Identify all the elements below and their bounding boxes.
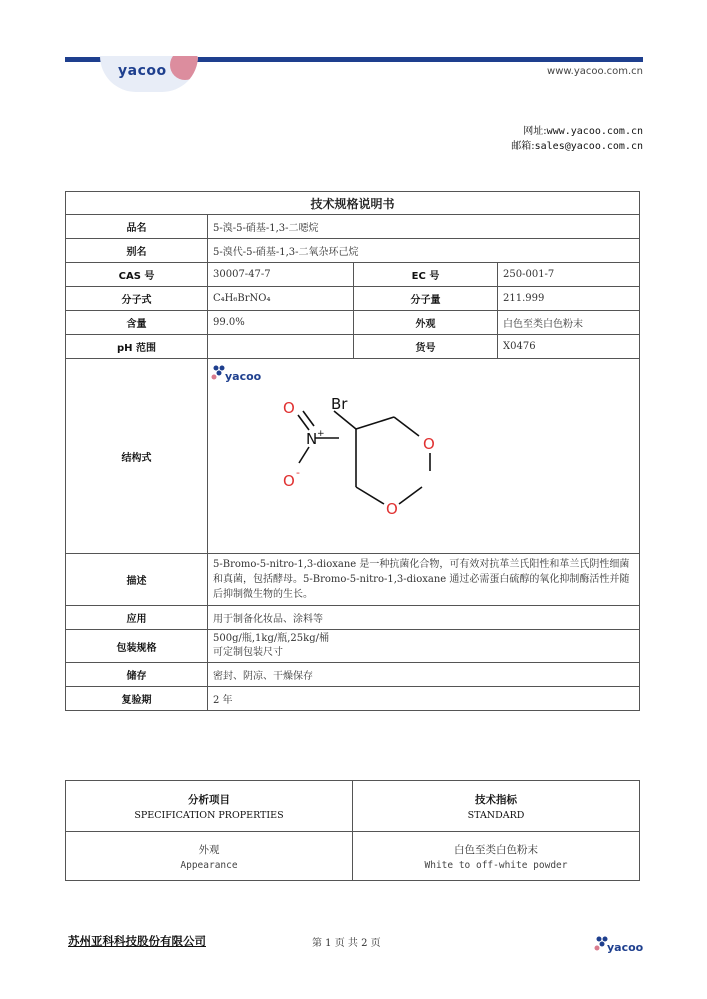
- spec-table: [65, 191, 640, 711]
- atom-n: N: [306, 430, 318, 448]
- storage-value: 密封、阴凉、干燥保存: [208, 663, 640, 687]
- table-row: [66, 630, 640, 663]
- header-site-url[interactable]: www.yacoo.com.cn: [547, 66, 643, 77]
- retest-label: 复验期: [66, 687, 208, 711]
- alias-value: 5-溴代-5-硝基-1,3-二氧杂环己烷: [208, 239, 640, 263]
- use-label: 应用: [66, 606, 208, 630]
- table-row: [66, 359, 640, 554]
- table-row: [66, 239, 640, 263]
- retest-value: 2 年: [208, 687, 640, 711]
- content-value: 99.0%: [208, 311, 354, 335]
- item-no-label: 货号: [354, 335, 498, 359]
- table-row: [66, 335, 640, 359]
- analysis-header-standard-cn: 技术指标: [475, 793, 517, 806]
- analysis-item-en: Appearance: [180, 859, 238, 871]
- analysis-table: [65, 780, 640, 881]
- desc-value: 5-Bromo-5-nitro-1,3-dioxane 是一种抗菌化合物，可有效对抗革兰氏阳性和革兰氏阴性细菌和真菌，包括酵母。5-Bromo-5-nitro-1,3-dioxane 通过必需蛋白硫醇的氧化抑制酶活性并随后抑制微生物的生长。: [208, 554, 640, 606]
- structure-diagram: [208, 359, 638, 553]
- table-row: [66, 687, 640, 711]
- table-row: [66, 606, 640, 630]
- atom-o-minus-charge: -: [296, 466, 300, 479]
- table-row: [66, 554, 640, 606]
- alias-label: 别名: [66, 239, 208, 263]
- analysis-standard-cn: 白色至类白色粉末: [454, 843, 538, 856]
- analysis-header-standard: [353, 781, 640, 832]
- atom-ring-o-2: O: [386, 500, 398, 518]
- cas-value: 30007-47-7: [208, 263, 354, 287]
- analysis-row-standard: [353, 832, 640, 881]
- pack-line-1: 500g/瓶,1kg/瓶,25kg/桶: [213, 633, 329, 644]
- structure-logo-icon: [212, 366, 225, 380]
- mw-label: 分子量: [354, 287, 498, 311]
- name-label: 品名: [66, 215, 208, 239]
- table-row: [66, 781, 640, 832]
- formula-label: 分子式: [66, 287, 208, 311]
- name-value: 5-溴-5-硝基-1,3-二噁烷: [208, 215, 640, 239]
- structure-cell: [208, 359, 640, 554]
- analysis-header-item-en: SPECIFICATION PROPERTIES: [134, 809, 284, 821]
- email-value[interactable]: sales@yacoo.com.cn: [534, 141, 643, 152]
- content-label: 含量: [66, 311, 208, 335]
- analysis-header-standard-en: STANDARD: [467, 809, 525, 821]
- email-label: 邮箱:: [511, 141, 535, 152]
- pack-label: 包装规格: [66, 630, 208, 663]
- molecule-bonds: [298, 411, 430, 504]
- footer-logo-icon: [594, 934, 644, 956]
- use-value: 用于制备化妆品、涂料等: [208, 606, 640, 630]
- ec-label: EC 号: [354, 263, 498, 287]
- pack-line-2: 可定制包装尺寸: [213, 647, 283, 658]
- cas-label: CAS 号: [66, 263, 208, 287]
- appearance-label: 外观: [354, 311, 498, 335]
- analysis-header-item-cn: 分析项目: [188, 793, 230, 806]
- structure-label: 结构式: [66, 359, 208, 554]
- analysis-row-item: [66, 832, 353, 881]
- yacoo-logo: yacoo: [118, 63, 167, 79]
- atom-ring-o-1: O: [423, 435, 435, 453]
- table-row: [66, 311, 640, 335]
- ph-label: pH 范围: [66, 335, 208, 359]
- storage-label: 储存: [66, 663, 208, 687]
- atom-o-double: O: [283, 399, 295, 417]
- website-line: [523, 122, 643, 137]
- page-number: 第 1 页 共 2 页: [312, 938, 381, 949]
- analysis-header-item: [66, 781, 353, 832]
- email-line: [511, 137, 643, 152]
- table-row: [66, 663, 640, 687]
- footer-logo-text: yacoo: [607, 941, 644, 954]
- ec-value: 250-001-7: [498, 263, 640, 287]
- formula-value: C₄H₆BrNO₄: [208, 287, 354, 311]
- analysis-item-cn: 外观: [198, 843, 220, 856]
- website-label: 网址:: [523, 126, 547, 137]
- atom-br: Br: [331, 395, 348, 413]
- table-row: [66, 287, 640, 311]
- mw-value: 211.999: [498, 287, 640, 311]
- table-row: [66, 192, 640, 215]
- spec-title: 技术规格说明书: [66, 192, 640, 215]
- ph-value: [208, 335, 354, 359]
- table-row: [66, 263, 640, 287]
- website-value[interactable]: www.yacoo.com.cn: [546, 126, 643, 137]
- table-row: [66, 215, 640, 239]
- item-no-value: X0476: [498, 335, 640, 359]
- desc-label: 描述: [66, 554, 208, 606]
- pack-value: [208, 630, 640, 663]
- atom-o-minus: O: [283, 472, 295, 490]
- atom-n-charge: +: [317, 429, 325, 439]
- appearance-value: 白色至类白色粉末: [498, 311, 640, 335]
- company-name: 苏州亚科科技股份有限公司: [68, 934, 206, 948]
- table-row: [66, 832, 640, 881]
- analysis-standard-en: White to off-white powder: [424, 859, 568, 871]
- structure-logo-text: yacoo: [225, 370, 262, 383]
